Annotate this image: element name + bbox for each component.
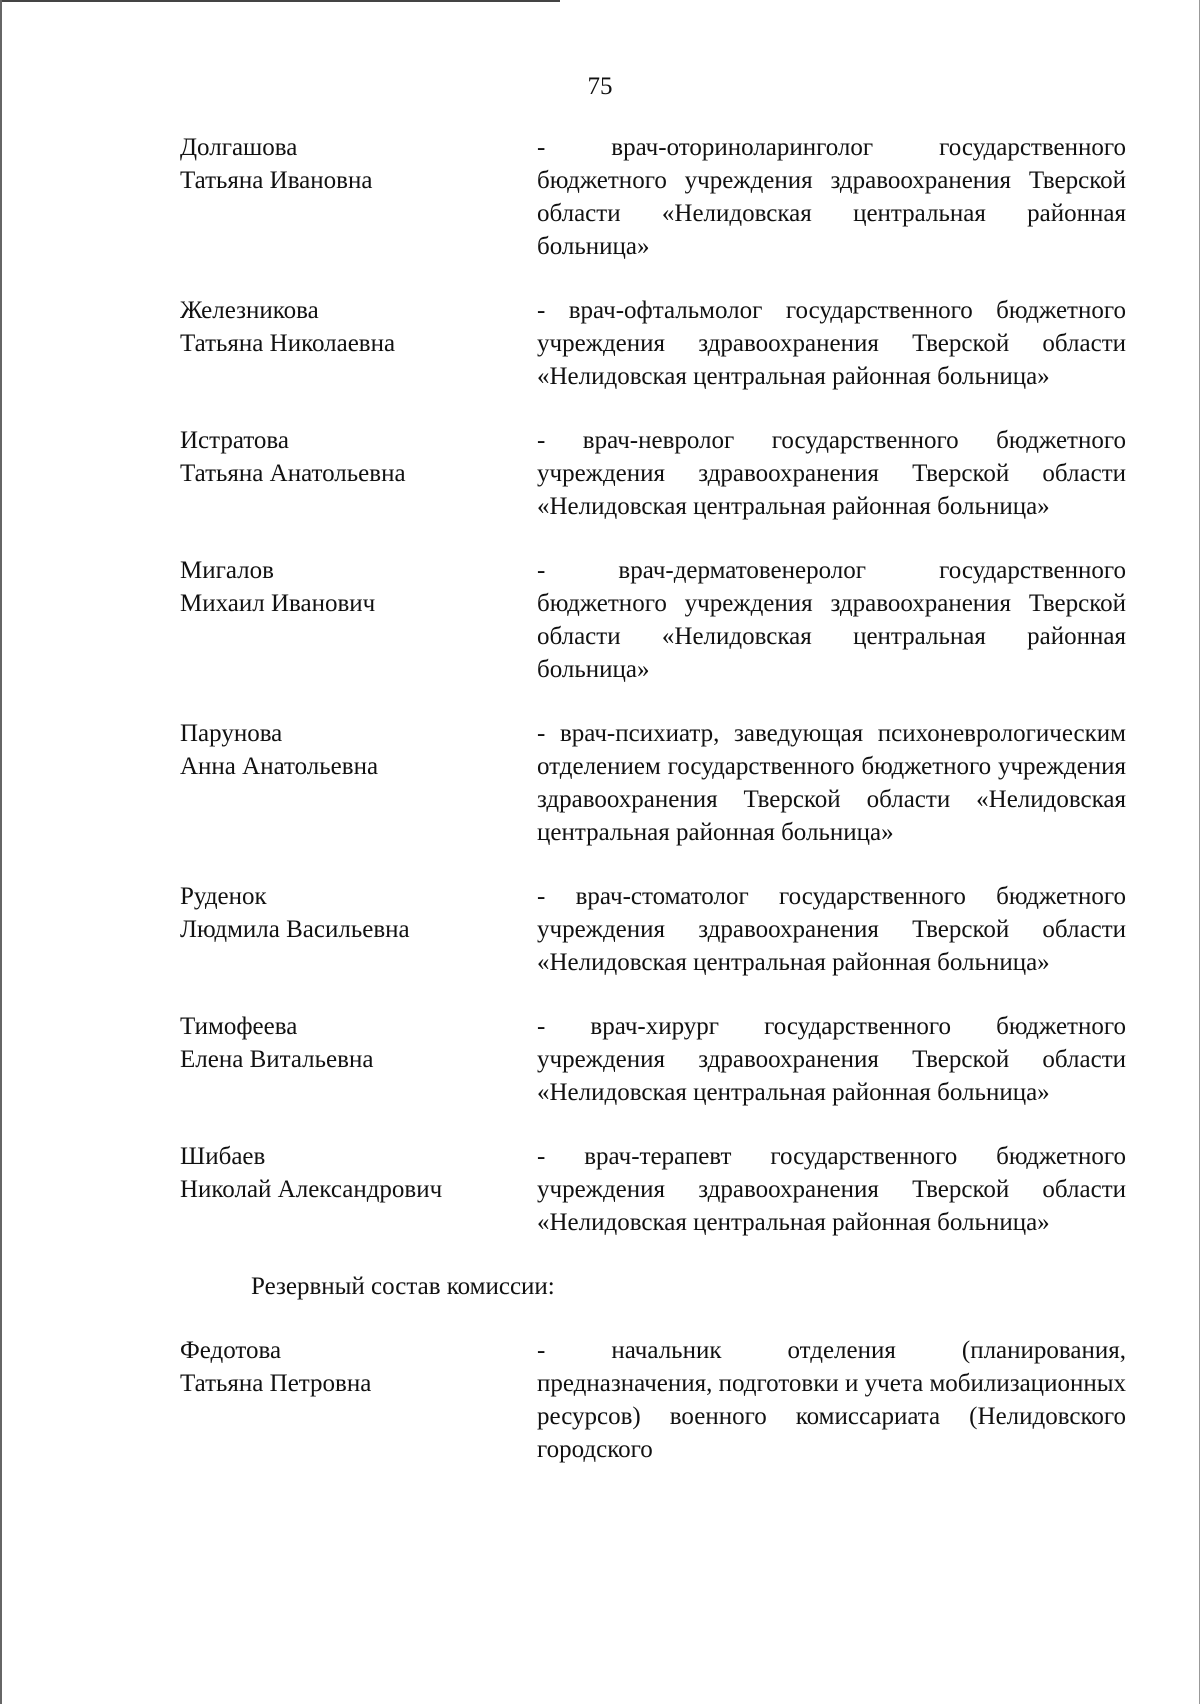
member-name: [180, 424, 537, 523]
member-surname: Мигалов: [180, 557, 274, 584]
member-given-names: Анна Анатольевна: [180, 753, 379, 780]
member-position: - врач-психиатр, заведующая психоневрологическим отделением государственного бюджетного учреждения здравоохранения Тверской области «Нелидовская центральная районная больница»: [537, 720, 1126, 846]
member-name: [180, 717, 537, 849]
member-given-names: Татьяна Николаевна: [180, 330, 396, 357]
member-position: - начальник отделения (планирования, предназначения, подготовки и учета мобилизационных ресурсов) военного комиссариата (Нелидовского городского: [537, 1337, 1126, 1463]
scan-edge-top: [0, 0, 560, 2]
reserve-heading: Резервный состав комиссии:: [251, 1273, 555, 1300]
member-surname: Парунова: [180, 720, 283, 747]
member-entry: [180, 424, 1126, 523]
member-position: - врач-дерматовенеролог государственного бюджетного учреждения здравоохранения Тверской области «Нелидовская центральная районная больница»: [537, 557, 1126, 683]
member-given-names: Татьяна Ивановна: [180, 167, 373, 194]
member-position: - врач-оториноларинголог государственного бюджетного учреждения здравоохранения Тверской области «Нелидовская центральная районная больница»: [537, 134, 1126, 260]
member-surname: Железникова: [180, 297, 319, 324]
member-entry: [180, 1010, 1126, 1109]
member-surname: Долгашова: [180, 134, 298, 161]
member-given-names: Людмила Васильевна: [180, 916, 410, 943]
member-position: - врач-хирург государственного бюджетного учреждения здравоохранения Тверской области «Нелидовская центральная районная больница»: [537, 1013, 1126, 1106]
member-surname: Федотова: [180, 1337, 282, 1364]
member-entry: [180, 880, 1126, 979]
member-name: [180, 1010, 537, 1109]
member-given-names: Татьяна Анатольевна: [180, 460, 406, 487]
scan-edge-left: [0, 0, 2, 1704]
member-surname: Руденок: [180, 883, 267, 910]
member-position: - врач-невролог государственного бюджетного учреждения здравоохранения Тверской области «Нелидовская центральная районная больница»: [537, 427, 1126, 520]
member-given-names: Николай Александрович: [180, 1176, 443, 1203]
member-name: [180, 1334, 537, 1466]
member-entry: [180, 554, 1126, 686]
member-name: [180, 880, 537, 979]
member-entry: [180, 1140, 1126, 1239]
member-position: - врач-стоматолог государственного бюджетного учреждения здравоохранения Тверской области «Нелидовская центральная районная больница»: [537, 883, 1126, 976]
page-number: 75: [587, 73, 613, 100]
member-entry: [180, 131, 1126, 263]
member-given-names: Татьяна Петровна: [180, 1370, 372, 1397]
member-name: [180, 294, 537, 393]
reserve-member-entry: [180, 1334, 1126, 1466]
member-name: [180, 554, 537, 686]
member-name: [180, 1140, 537, 1239]
member-surname: Истратова: [180, 427, 289, 454]
member-position: - врач-офтальмолог государственного бюджетного учреждения здравоохранения Тверской области «Нелидовская центральная районная больница»: [537, 297, 1126, 390]
commission-list: [180, 131, 1126, 1466]
member-given-names: Елена Витальевна: [180, 1046, 374, 1073]
member-position: - врач-терапевт государственного бюджетного учреждения здравоохранения Тверской области «Нелидовская центральная районная больница»: [537, 1143, 1126, 1236]
member-entry: [180, 294, 1126, 393]
member-entry: [180, 717, 1126, 849]
member-name: [180, 131, 537, 263]
member-surname: Шибаев: [180, 1143, 266, 1170]
member-surname: Тимофеева: [180, 1013, 298, 1040]
member-given-names: Михаил Иванович: [180, 590, 376, 617]
